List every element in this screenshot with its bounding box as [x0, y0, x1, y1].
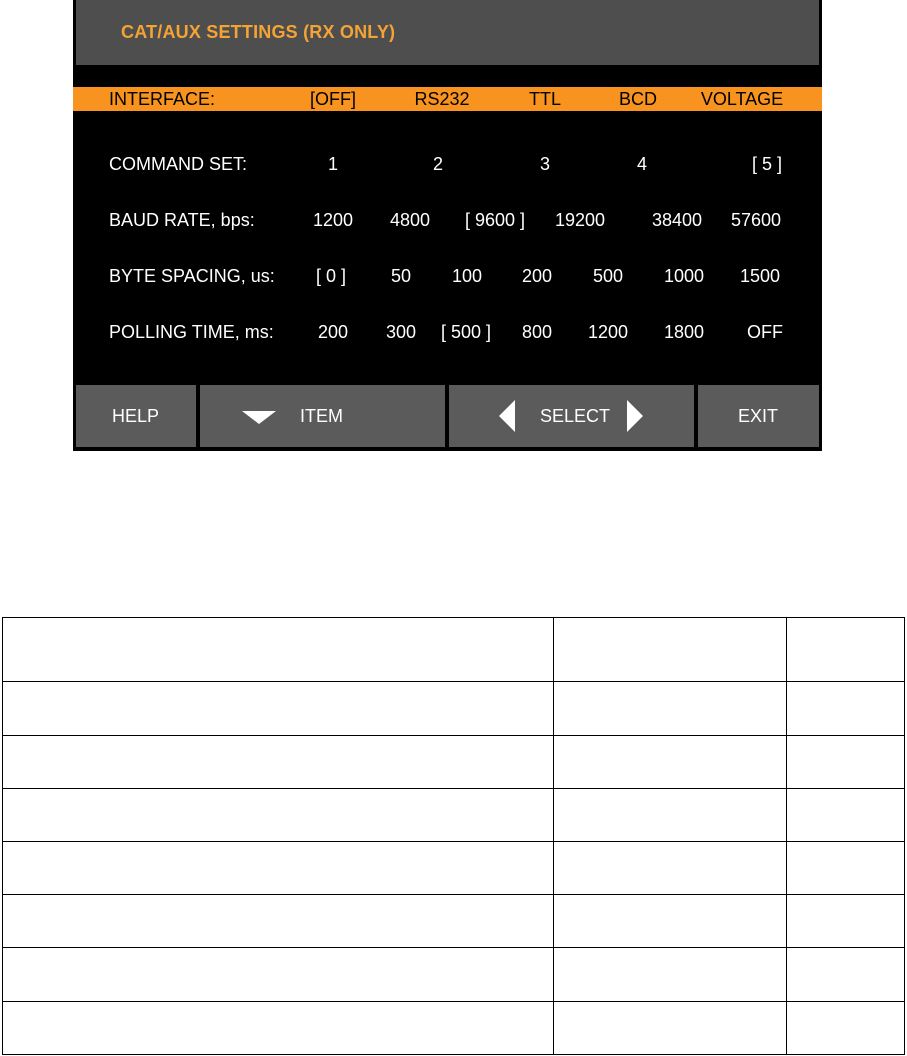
table-cell: [787, 735, 905, 788]
table-cell: [3, 735, 554, 788]
setting-label: INTERFACE:: [109, 89, 216, 109]
option-interface-bcd[interactable]: BCD: [618, 89, 658, 109]
table-cell: [554, 841, 787, 894]
triangle-left-icon: [499, 400, 515, 432]
help-button-label: HELP: [112, 406, 160, 426]
option-baud-9600[interactable]: [ 9600 ]: [464, 210, 526, 230]
table-cell: [554, 788, 787, 841]
table-row: [3, 841, 905, 894]
item-button[interactable]: [200, 385, 445, 447]
option-polling-off[interactable]: OFF: [747, 322, 783, 342]
table-cell: [3, 895, 554, 948]
table-row: [3, 1001, 905, 1054]
option-polling-200[interactable]: 200: [317, 322, 349, 342]
table-row: [3, 735, 905, 788]
option-interface-ttl[interactable]: TTL: [528, 89, 562, 109]
table-cell: [787, 618, 905, 682]
table-cell: [554, 948, 787, 1001]
option-byte-spacing-1000[interactable]: 1000: [663, 266, 705, 286]
table-cell: [787, 948, 905, 1001]
setting-row-interface[interactable]: [73, 87, 822, 111]
option-polling-1200[interactable]: 1200: [587, 322, 629, 342]
setting-row-baud-rate[interactable]: [73, 208, 822, 232]
table-row: [3, 618, 905, 682]
option-command-set-5[interactable]: [ 5 ]: [751, 154, 783, 174]
setting-row-byte-spacing[interactable]: [73, 264, 822, 288]
help-button[interactable]: [76, 385, 196, 447]
exit-button[interactable]: [698, 385, 819, 447]
exit-button-label: EXIT: [738, 406, 779, 426]
table-cell: [3, 618, 554, 682]
table-cell: [787, 682, 905, 735]
setting-label: BYTE SPACING, us:: [109, 266, 275, 286]
table-cell: [554, 895, 787, 948]
table-cell: [554, 735, 787, 788]
table-cell: [787, 788, 905, 841]
setting-label: BAUD RATE, bps:: [109, 210, 255, 230]
option-byte-spacing-500[interactable]: 500: [592, 266, 624, 286]
option-baud-57600[interactable]: 57600: [730, 210, 782, 230]
select-button[interactable]: [449, 385, 694, 447]
option-byte-spacing-0[interactable]: [ 0 ]: [315, 266, 347, 286]
option-command-set-3[interactable]: 3: [539, 154, 551, 174]
option-baud-1200[interactable]: 1200: [312, 210, 354, 230]
option-command-set-1[interactable]: 1: [327, 154, 339, 174]
triangle-right-icon: [627, 400, 643, 432]
option-baud-19200[interactable]: 19200: [554, 210, 606, 230]
item-button-label: ITEM: [300, 406, 343, 426]
setting-row-command-set[interactable]: [73, 152, 822, 176]
empty-grid-table: [2, 617, 905, 1055]
option-byte-spacing-50[interactable]: 50: [390, 266, 412, 286]
table-cell: [554, 618, 787, 682]
option-interface-off[interactable]: [OFF]: [310, 89, 356, 109]
softkey-bar: [76, 385, 819, 447]
option-polling-800[interactable]: 800: [521, 322, 553, 342]
setting-label: POLLING TIME, ms:: [109, 322, 274, 342]
setting-label: COMMAND SET:: [109, 154, 248, 174]
option-polling-300[interactable]: 300: [385, 322, 417, 342]
option-command-set-4[interactable]: 4: [636, 154, 648, 174]
table-cell: [787, 1001, 905, 1054]
setting-row-polling-time[interactable]: [73, 320, 822, 344]
table-cell: [3, 841, 554, 894]
table-cell: [554, 682, 787, 735]
table-cell: [3, 948, 554, 1001]
select-button-label: SELECT: [540, 406, 611, 426]
option-command-set-2[interactable]: 2: [432, 154, 444, 174]
triangle-down-icon: [242, 411, 276, 424]
cat-aux-settings-screen: [73, 0, 822, 451]
table-cell: [3, 682, 554, 735]
title-bar: [76, 0, 819, 65]
table-cell: [787, 841, 905, 894]
table-row: [3, 682, 905, 735]
option-polling-500[interactable]: [ 500 ]: [440, 322, 492, 342]
screen-title: CAT/AUX SETTINGS (RX ONLY): [121, 22, 396, 42]
table-cell: [3, 788, 554, 841]
option-interface-rs232[interactable]: RS232: [414, 89, 470, 109]
option-polling-1800[interactable]: 1800: [663, 322, 705, 342]
table-row: [3, 895, 905, 948]
table-row: [3, 788, 905, 841]
option-baud-4800[interactable]: 4800: [389, 210, 431, 230]
table-row: [3, 948, 905, 1001]
option-byte-spacing-100[interactable]: 100: [451, 266, 483, 286]
table-cell: [3, 1001, 554, 1054]
table-cell: [554, 1001, 787, 1054]
option-baud-38400[interactable]: 38400: [651, 210, 703, 230]
option-interface-voltage[interactable]: VOLTAGE: [700, 89, 784, 109]
table-cell: [787, 895, 905, 948]
option-byte-spacing-1500[interactable]: 1500: [739, 266, 781, 286]
option-byte-spacing-200[interactable]: 200: [521, 266, 553, 286]
